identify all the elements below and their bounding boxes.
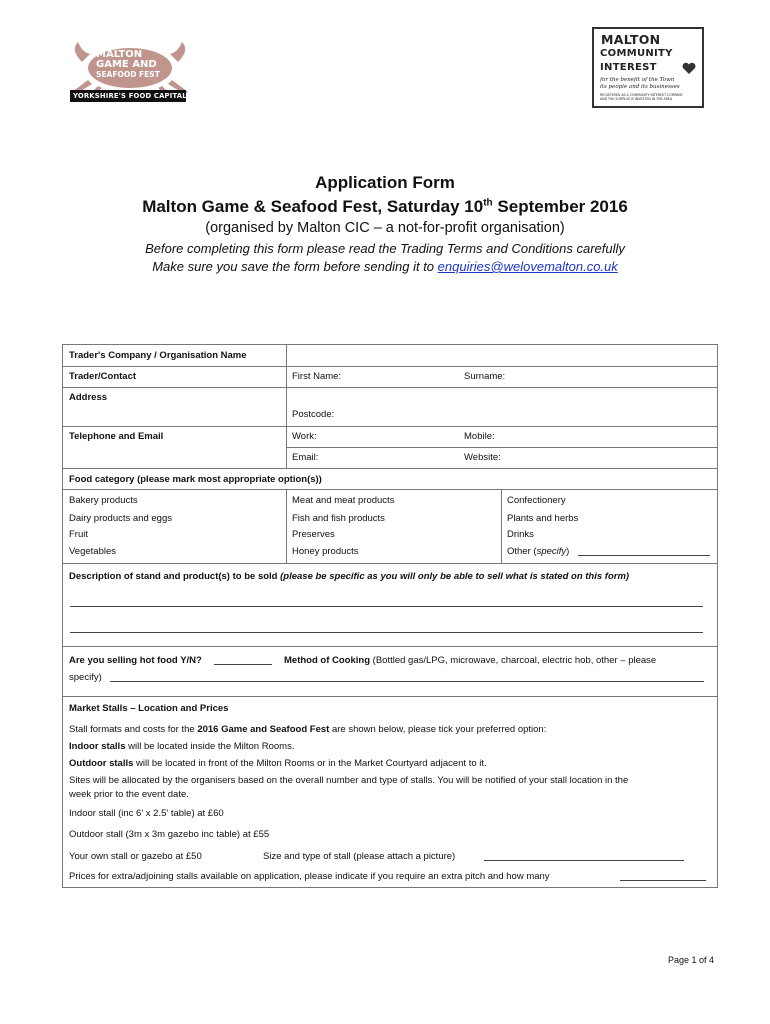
logo-tagline: [600, 77, 680, 91]
page-title: Application Form: [315, 173, 455, 192]
email-link[interactable]: enquiries@welovemalton.co.uk: [437, 259, 618, 274]
category-option[interactable]: Fruit: [69, 529, 88, 540]
category-option[interactable]: Preserves: [292, 529, 335, 540]
outdoor-stall-option[interactable]: Outdoor stall (3m x 3m gazebo inc table) at £55: [69, 829, 270, 840]
own-stall-option[interactable]: Your own stall or gazebo at £50: [69, 851, 202, 862]
row-divider: [286, 447, 718, 448]
stall-formats-event: 2016 Game and Seafood Fest: [197, 724, 330, 735]
description-line-1[interactable]: [70, 606, 703, 607]
logo-line: GAME AND: [96, 59, 157, 70]
col-divider: [286, 489, 287, 563]
col-divider: [501, 489, 502, 563]
event-title-text: September 2016: [492, 197, 628, 216]
event-title-sup: th: [483, 197, 493, 209]
category-option[interactable]: Meat and meat products: [292, 495, 395, 506]
food-category-label: Food category (please mark most appropriate option(s)): [69, 474, 322, 485]
logo-line: for the benefit of the Town: [600, 77, 675, 83]
row-divider: [62, 696, 718, 697]
malton-game-seafood-fest-logo: [68, 40, 193, 104]
company-input[interactable]: [290, 347, 714, 364]
logo-line: AND THE SURPLUS IS INVESTED IN THE AREA: [600, 97, 673, 101]
row-divider: [62, 646, 718, 647]
category-option[interactable]: Honey products: [292, 546, 359, 557]
category-option[interactable]: Dairy products and eggs: [69, 513, 172, 524]
hot-food-label: Are you selling hot food Y/N?: [69, 655, 202, 666]
table-border: [62, 887, 718, 888]
logo-line: INTEREST: [600, 62, 657, 73]
contact-label: Trader/Contact: [69, 371, 137, 382]
description-label: [69, 571, 629, 582]
heart-icon: [682, 62, 696, 75]
market-stalls-title: Market Stalls – Location and Prices: [69, 703, 229, 714]
first-name-field[interactable]: First Name:: [292, 371, 342, 382]
logo-smallprint: [600, 93, 683, 101]
page-number: Page 1 of 4: [668, 955, 715, 965]
cooking-method: [284, 655, 656, 666]
outdoor-stalls-label: Outdoor stalls: [69, 758, 134, 769]
logo-line: MALTON: [96, 49, 143, 60]
indoor-stall-option[interactable]: Indoor stall (inc 6' x 2.5' table) at £60: [69, 808, 224, 819]
outdoor-stalls-text: [69, 758, 487, 769]
row-divider: [62, 387, 718, 388]
row-divider: [62, 426, 718, 427]
postcode-field[interactable]: Postcode:: [292, 409, 335, 420]
stall-formats-text: [69, 724, 546, 735]
stall-formats-text-part: Stall formats and costs for the: [69, 724, 198, 735]
row-divider: [62, 563, 718, 564]
outdoor-stalls-desc: will be located in front of the Milton Rooms or in the Market Courtyard adjacent to it.: [133, 758, 487, 769]
stall-size-label: Size and type of stall (please attach a picture): [263, 851, 456, 862]
instruction-line: Before completing this form please read the Trading Terms and Conditions carefully: [145, 241, 625, 256]
table-border: [62, 344, 718, 345]
col-divider: [286, 344, 287, 468]
work-phone-field[interactable]: Work:: [292, 431, 317, 442]
logo-line: COMMUNITY: [600, 48, 673, 59]
indoor-stalls-text: [69, 741, 294, 752]
sites-allocation-text-2: week prior to the event date.: [69, 789, 189, 800]
logo-line: its people and its businesses: [600, 84, 680, 90]
stall-size-input[interactable]: [484, 860, 684, 861]
sites-allocation-text: Sites will be allocated by the organisers based on the overall number and type of stalls. You will be notified of your stall location in the: [69, 775, 629, 786]
indoor-stalls-label: Indoor stalls: [69, 741, 126, 752]
category-option[interactable]: Plants and herbs: [507, 513, 579, 524]
category-option[interactable]: Bakery products: [69, 495, 138, 506]
category-option[interactable]: Confectionery: [507, 495, 566, 506]
other-specify-line[interactable]: [578, 555, 710, 556]
description-label-text: Description of stand and product(s) to be sold: [69, 571, 281, 582]
category-option[interactable]: Vegetables: [69, 546, 117, 557]
email-field[interactable]: Email:: [292, 452, 319, 463]
cooking-method-label: Method of Cooking: [284, 655, 371, 666]
address-label: Address: [69, 392, 108, 403]
logo-line: MALTON: [601, 32, 661, 47]
malton-community-interest-logo: [592, 27, 704, 108]
cooking-specify-line[interactable]: [110, 681, 704, 682]
logo-line: SEAFOOD FEST: [96, 70, 160, 79]
address-input[interactable]: [290, 389, 714, 406]
event-title-text: Malton Game & Seafood Fest, Saturday 10: [142, 197, 484, 216]
save-instruction-line: [0, 259, 770, 274]
hot-food-input[interactable]: [214, 664, 272, 665]
category-option-other[interactable]: [507, 546, 569, 557]
website-field[interactable]: Website:: [464, 452, 501, 463]
surname-field[interactable]: Surname:: [464, 371, 506, 382]
stall-formats-text-part: are shown below, please tick your preferred option:: [329, 724, 547, 735]
mobile-field[interactable]: Mobile:: [464, 431, 495, 442]
category-option[interactable]: Drinks: [507, 529, 534, 540]
event-title: [0, 197, 770, 217]
logo-banner: YORKSHIRE'S FOOD CAPITAL: [73, 92, 187, 100]
cooking-specify-label: specify): [69, 672, 102, 683]
row-divider: [62, 489, 718, 490]
cooking-method-options: (Bottled gas/LPG, microwave, charcoal, electric hob, other – please: [370, 655, 657, 666]
other-specify: specify: [536, 546, 567, 557]
description-line-2[interactable]: [70, 632, 703, 633]
extra-stalls-input[interactable]: [620, 880, 706, 881]
save-instruction-text: Make sure you save the form before sending it to: [152, 259, 438, 274]
extra-stalls-text: Prices for extra/adjoining stalls available on application, please indicate if you require an extra pitch and how many: [69, 871, 550, 882]
logo-line: REGISTERED AS A COMMUNITY INTEREST COMPANY: [600, 93, 683, 97]
logo-left-text: [96, 50, 160, 80]
description-label-note: (please be specific as you will only be able to sell what is stated on this form): [280, 571, 630, 582]
phone-label: Telephone and Email: [69, 431, 164, 442]
row-divider: [62, 468, 718, 469]
other-label: Other (: [507, 546, 537, 557]
indoor-stalls-desc: will be located inside the Milton Rooms.: [125, 741, 295, 752]
row-divider: [62, 366, 718, 367]
other-close: ): [566, 546, 570, 557]
company-label: Trader's Company / Organisation Name: [69, 350, 247, 361]
organiser-line: (organised by Malton CIC – a not-for-profit organisation): [205, 220, 565, 236]
category-option[interactable]: Fish and fish products: [292, 513, 385, 524]
